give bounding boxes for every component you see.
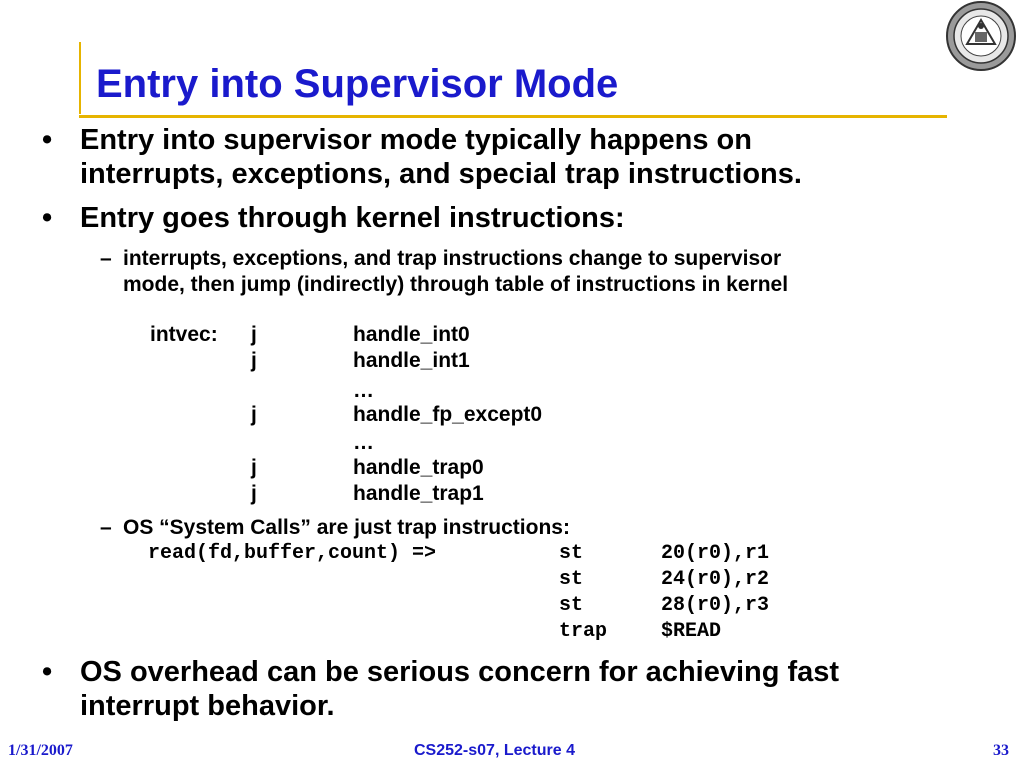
code-target: handle_int1 xyxy=(353,349,470,372)
asm-op: st xyxy=(559,594,584,617)
code-target: handle_fp_except0 xyxy=(353,403,543,426)
asm-arg: 20(r0),r1 xyxy=(661,542,770,565)
asm-arg: 28(r0),r3 xyxy=(661,594,770,617)
footer-date: 1/31/2007 xyxy=(8,742,73,759)
sub-bullet-marker: – xyxy=(100,516,112,539)
asm-arg: 24(r0),r2 xyxy=(661,568,770,591)
bullet-2-line-1: Entry goes through kernel instructions: xyxy=(80,202,625,234)
slide-title: Entry into Supervisor Mode xyxy=(96,62,619,106)
sub-bullet-1-line-1: interrupts, exceptions, and trap instructions change to supervisor xyxy=(123,247,782,270)
title-vertical-rule xyxy=(79,42,81,114)
code-op: j xyxy=(251,323,257,346)
title-horizontal-rule xyxy=(79,115,947,118)
asm-op: st xyxy=(559,542,584,565)
bullet-3-line-1: OS overhead can be serious concern for achieving fast xyxy=(80,656,840,688)
asm-arg: $READ xyxy=(661,620,722,643)
code-op: j xyxy=(251,456,257,479)
sub-bullet-marker: – xyxy=(100,247,112,270)
bullet-marker: • xyxy=(42,656,53,688)
code-op: j xyxy=(251,349,257,372)
code-target: … xyxy=(353,379,374,402)
sub-bullet-2-line-1: OS “System Calls” are just trap instructions: xyxy=(123,516,570,539)
code-target: handle_trap0 xyxy=(353,456,484,479)
code-target: … xyxy=(353,431,374,454)
asm-op: trap xyxy=(559,620,608,643)
bullet-3-line-2: interrupt behavior. xyxy=(80,690,335,722)
code-target: handle_trap1 xyxy=(353,482,484,505)
code-op: j xyxy=(251,482,257,505)
code-target: handle_int0 xyxy=(353,323,470,346)
bullet-1-line-1: Entry into supervisor mode typically happens on xyxy=(80,124,752,156)
bullet-1-line-2: interrupts, exceptions, and special trap instructions. xyxy=(80,158,802,190)
footer-course: CS252-s07, Lecture 4 xyxy=(414,742,575,759)
university-seal-icon xyxy=(945,0,1017,72)
intvec-label: intvec: xyxy=(150,323,218,346)
bullet-marker: • xyxy=(42,124,53,156)
bullet-marker: • xyxy=(42,202,53,234)
sub-bullet-1-line-2: mode, then jump (indirectly) through table of instructions in kernel xyxy=(123,273,789,296)
syscall-signature: read(fd,buffer,count) => xyxy=(148,542,437,565)
code-op: j xyxy=(251,403,257,426)
footer-page-number: 33 xyxy=(993,742,1009,759)
asm-op: st xyxy=(559,568,584,591)
